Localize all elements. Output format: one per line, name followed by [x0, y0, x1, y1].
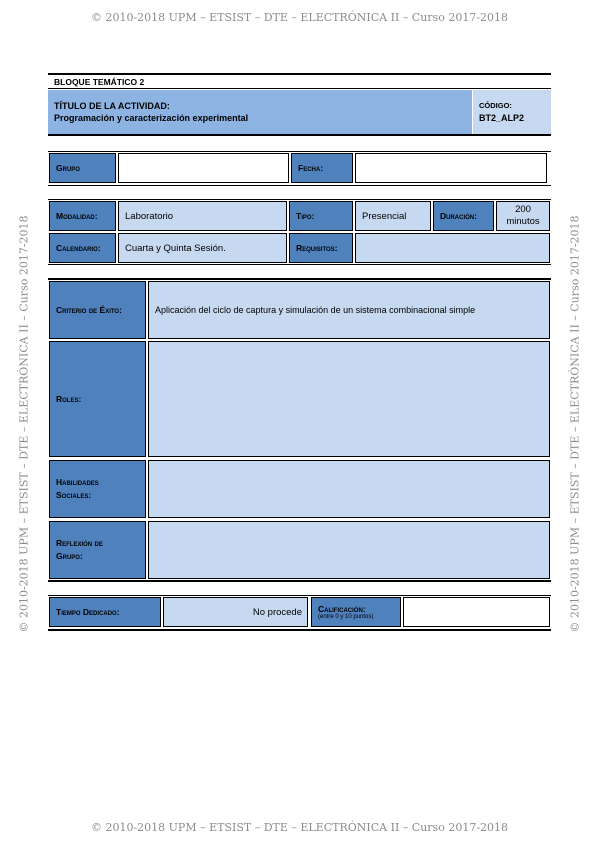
- calificacion-label: [311, 597, 401, 627]
- habilidades-label: [49, 460, 146, 518]
- duracion-label: Duración:: [433, 201, 494, 231]
- reflexion-label-line2: Grupo:: [56, 551, 83, 561]
- habilidades-field[interactable]: [148, 460, 550, 518]
- watermark-bottom: © 2010-2018 UPM – ETSIST – DTE – ELECTRÓNICA II – Curso 2017-2018: [90, 821, 509, 834]
- reflexion-label: [49, 521, 146, 579]
- roles-label: Roles:: [49, 341, 146, 457]
- duracion-value-unit: minutos: [506, 216, 540, 227]
- tiempo-label: Tiempo Dedicado:: [49, 597, 161, 627]
- codigo-cell: [472, 90, 551, 134]
- top-rule: [48, 73, 551, 75]
- header-bottom-rule: [48, 134, 551, 136]
- tiempo-value: No procede: [163, 597, 308, 627]
- fecha-label: Fecha:: [291, 153, 353, 183]
- header-divider: [48, 88, 551, 89]
- requisitos-value: [355, 233, 550, 263]
- titulo-value: Programación y caracterización experimental: [54, 113, 249, 123]
- bottom-rule: [48, 629, 551, 631]
- calificacion-label-text: Calificación:: [318, 604, 366, 614]
- watermark-right: © 2010-2018 UPM – ETSIST – DTE – ELECTRÓNICA II – Curso 2017-2018: [568, 215, 582, 633]
- modalidad-value: Laboratorio: [118, 201, 287, 231]
- modalidad-top-rule: [48, 199, 551, 200]
- reflexion-bottom-rule: [48, 580, 551, 582]
- habilidades-label-line1: Habilidades: [56, 477, 99, 487]
- tiempo-top-rule: [48, 595, 551, 596]
- calificacion-sublabel: (entre 0 y 10 puntos): [318, 614, 374, 620]
- titulo-label: TÍTULO DE LA ACTIVIDAD:: [54, 101, 170, 111]
- requisitos-label: Requisitos:: [289, 233, 353, 263]
- criterio-top-rule: [48, 278, 551, 280]
- fecha-field[interactable]: [355, 153, 547, 183]
- modalidad-label: Modalidad:: [49, 201, 116, 231]
- tipo-label: Tipo:: [289, 201, 353, 231]
- grupo-top-rule: [48, 151, 551, 152]
- grupo-field[interactable]: [118, 153, 289, 183]
- calendario-label: Calendario:: [49, 233, 116, 263]
- grupo-label: Grupo: [49, 153, 116, 183]
- watermark-top: © 2010-2018 UPM – ETSIST – DTE – ELECTRÓNICA II – Curso 2017-2018: [90, 11, 509, 24]
- grupo-bottom-rule: [48, 185, 551, 186]
- codigo-value: BT2_ALP2: [479, 113, 525, 123]
- duracion-value-number: 200: [515, 204, 531, 215]
- bloque-tematico: BLOQUE TEMÁTICO 2: [54, 77, 145, 87]
- titulo-cell: [48, 90, 472, 134]
- tipo-value: Presencial: [355, 201, 431, 231]
- calendario-value: Cuarta y Quinta Sesión.: [118, 233, 287, 263]
- codigo-label: CÓDIGO:: [479, 101, 512, 110]
- watermark-left: © 2010-2018 UPM – ETSIST – DTE – ELECTRÓNICA II – Curso 2017-2018: [17, 215, 31, 633]
- reflexion-label-line1: Reflexión de: [56, 538, 103, 548]
- criterio-label: Criterio de Éxito:: [49, 281, 146, 339]
- calificacion-field[interactable]: [403, 597, 550, 627]
- habilidades-label-line2: Sociales:: [56, 490, 92, 500]
- calendario-bottom-rule: [48, 264, 551, 265]
- roles-field[interactable]: [148, 341, 550, 457]
- reflexion-field[interactable]: [148, 521, 550, 579]
- duracion-value: [496, 201, 550, 231]
- criterio-value: Aplicación del ciclo de captura y simulación de un sistema combinacional simple: [148, 281, 550, 339]
